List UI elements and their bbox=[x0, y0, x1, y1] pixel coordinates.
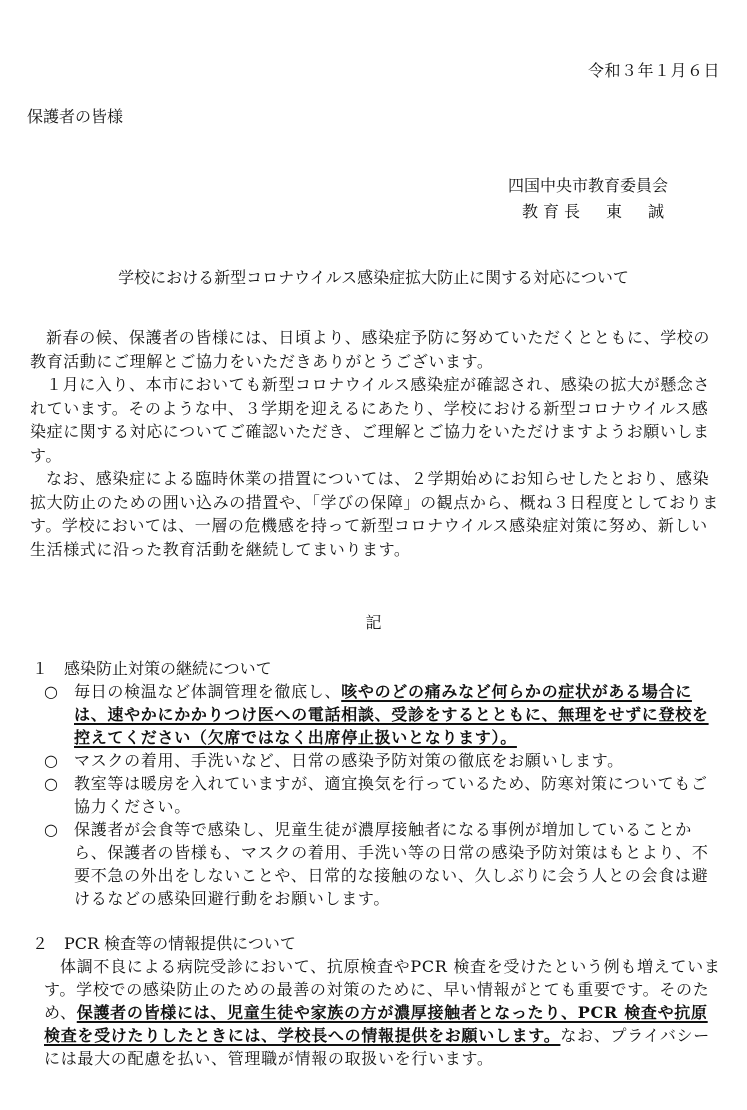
item-1-underlined: 咳やのどの痛みなど何らかの症状がある場合には、速やかにかかりつけ医への電話相談、受診をするとともに、無理をせずに登校を控えてください（欠席ではなく出席停止扱いとなります）。 bbox=[74, 682, 709, 747]
body-paragraph-1: 新春の候、保護者の皆様には、日頃より、感染症予防に努めていただくとともに、学校の教育活動にご理解とご協力をいただきありがとうございます。 bbox=[30, 328, 711, 371]
list-item-text: マスクの着用、手洗いなど、日常の感染予防対策の徹底をお願いします。 bbox=[74, 751, 624, 770]
list-item-text: 保護者が会食等で感染し、児童生徒が濃厚接触者になる事例が増加していることから、保護者の皆様も、マスクの着用、手洗い等の日常の感染予防対策はもとより、不要不急の外出をしないことや、日常的な接触のない、久しぶりに会う人との会食は避けるなどの感染回避行動をお願いします。 bbox=[74, 820, 709, 908]
section-2-number: ２ bbox=[32, 934, 49, 953]
list-item-text bbox=[74, 680, 724, 749]
addressee: 保護者の皆様 bbox=[27, 107, 124, 126]
section-2-body bbox=[30, 955, 724, 1070]
sender-title: 教育長 東 誠 bbox=[522, 202, 670, 221]
section-2-text-plain-2: なお、プライバシーには最大の配慮を払い、管理職が情報の取扱いを行います。 bbox=[44, 1026, 710, 1068]
circle-bullet-icon: ○ bbox=[44, 751, 58, 770]
circle-bullet-icon: ○ bbox=[44, 682, 58, 701]
circle-bullet-icon: ○ bbox=[44, 820, 58, 839]
list-item bbox=[30, 749, 724, 772]
list-item bbox=[30, 680, 724, 749]
section-2-heading bbox=[30, 932, 724, 955]
item-1-plain: 毎日の検温など体調管理を徹底し、 bbox=[74, 682, 342, 701]
document-date: 令和３年１月６日 bbox=[587, 61, 720, 80]
section-1 bbox=[30, 657, 724, 910]
body-paragraphs bbox=[30, 326, 724, 561]
section-2-text-underlined: 保護者の皆様には、児童生徒や家族の方が濃厚接触者となったり、PCR 検査や抗原検査を受けたりしたときには、学校長への情報提供をお願いします。 bbox=[44, 1003, 708, 1045]
list-item bbox=[30, 818, 724, 910]
sender-organization: 四国中央市教育委員会 bbox=[508, 176, 669, 195]
list-item bbox=[30, 772, 724, 818]
sender-block bbox=[508, 173, 669, 225]
ki-heading: 記 bbox=[365, 613, 382, 632]
section-1-title: 感染防止対策の継続について bbox=[64, 659, 272, 678]
section-1-number: １ bbox=[32, 659, 49, 678]
body-paragraph-2: １月に入り、本市においても新型コロナウイルス感染症が確認され、感染の拡大が懸念されています。そのような中、３学期を迎えるにあたり、学校における新型コロナウイルス感染症に関する対応についてご確認いただき、ご理解とご協力をいただけますようお願いします。 bbox=[30, 375, 711, 465]
list-item-text: 教室等は暖房を入れていますが、適宜換気を行っているため、防寒対策についてもご協力ください。 bbox=[74, 774, 708, 816]
document-subject: 学校における新型コロナウイルス感染症拡大防止に関する対応について bbox=[118, 268, 629, 287]
body-paragraph-3: なお、感染症による臨時休業の措置については、２学期始めにお知らせしたとおり、感染拡大防止のための囲い込みの措置や、「学びの保障」の観点から、概ね３日程度としております。学校においては、一層の危機感を持って新型コロナウイルス感染症対策に努め、新しい生活様式に沿った教育活動を継続してまいります。 bbox=[30, 469, 719, 559]
section-1-heading bbox=[30, 657, 724, 680]
section-2 bbox=[30, 932, 724, 1070]
section-2-text-plain-1: 体調不良による病院受診において、抗原検査やPCR 検査を受けたという例も増えています。学校での感染防止のための最善の対策のために、早い情報がとても重要です。そのため、 bbox=[44, 957, 721, 1022]
section-2-title: PCR 検査等の情報提供について bbox=[64, 934, 296, 953]
circle-bullet-icon: ○ bbox=[44, 774, 58, 793]
